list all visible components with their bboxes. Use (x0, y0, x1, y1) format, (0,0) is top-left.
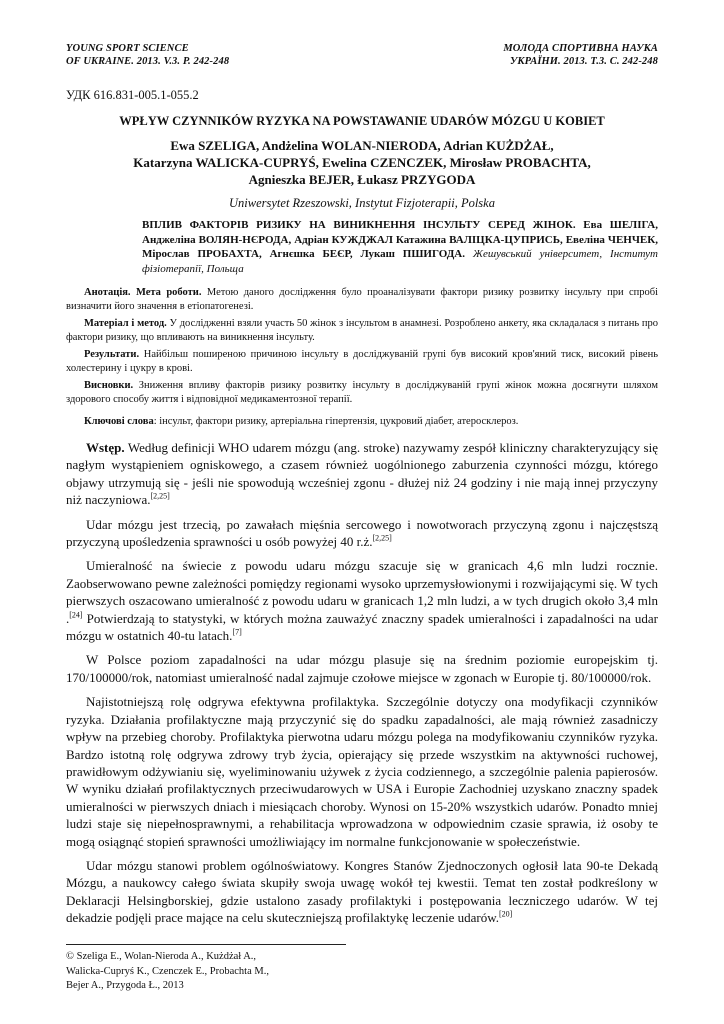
udk-code: УДК 616.831-005.1-055.2 (66, 88, 199, 102)
abstract-methods (66, 317, 658, 345)
paragraph-text: Potwierdzają to statystyki, w których można zauważyć znaczny spadek umieralności i zapadalności na udar mózgu w ostatnich 40-tu latach. (66, 610, 658, 644)
abstract-conclusions-label: Висновки. (84, 380, 134, 391)
running-head-right (503, 42, 658, 68)
footnote-line: Bejer A., Przygoda Ł., 2013 (66, 980, 184, 991)
paragraph-text: W Polsce poziom zapadalności na udar mózgu plasuje się na średnim poziomie europejskim tj. 170/100000/rok, natomiast umieralność nadal zajmuje czołowe miejsce w zgonach w Europie tj. 80/100000/rok. (66, 652, 658, 685)
article-body (66, 439, 658, 927)
running-head (66, 42, 658, 68)
abstract-aim (66, 286, 658, 314)
abstract-aim-label: Анотація. Мета роботи. (84, 287, 202, 298)
keywords (84, 415, 658, 429)
running-head-left (66, 42, 229, 68)
body-paragraph (66, 693, 658, 850)
abstract-results-text: Найбільш поширеною причиною інсульту в досліджуваній групі був високий кров'яний тиск, високий рівень холестерину і цукру в крові. (66, 349, 658, 374)
affiliation: Uniwersytet Rzeszowski, Instytut Fizjoterapii, Polska (229, 196, 495, 210)
abstract-methods-text: У дослідженні взяли участь 50 жінок з інсультом в анамнезі. Розроблено анкету, яка складалася з питань про фактори ризику, що впливають на виникнення інсульту. (66, 318, 658, 343)
section-lead: Wstęp. (86, 440, 125, 455)
author-line: Katarzyna WALICKA-CUPRYŚ, Ewelina CZENCZEK, Mirosław PROBACHTA, (133, 155, 591, 170)
footnote-line: Walicka-Cupryś K., Czenczek E., Probachta M., (66, 965, 269, 977)
paragraph-text: Udar mózgu stanowi problem ogólnoświatowy. Kongres Stanów Zjednoczonych ogłosił lata 90-te Dekadą Mózgu, a naukowcy całego świata skupiły swoja uwagę wokół tej kwestii. Temat ten został podkreślony w Deklaracji Helsingborskiej, gdzie ustalono zasady profilaktyki i postępowania leczniczego udarów. W tej dekadzie podjęli prace mające na celu skuteczniejszą profilaktykę leczenie udarów. (66, 857, 658, 926)
paper-title: WPŁYW CZYNNIKÓW RYZYKA NA POWSTAWANIE UDARÓW MÓZGU U KOBIET (119, 114, 605, 128)
abstract (66, 286, 658, 407)
citation-ref: [2,25] (372, 533, 392, 543)
footnote-line: © Szeliga E., Wolan-Nieroda A., Kużdżał A., (66, 951, 257, 962)
paragraph-text: Udar mózgu jest trzecią, po zawałach mięśnia sercowego i nowotworach przyczyną zgonu i najczęstszą przyczyną upośledzenia sprawności u osób powyżej 40 r.ż. (66, 516, 658, 550)
ukrainian-title-authors: ВПЛИВ ФАКТОРІВ РИЗИКУ НА ВИНИКНЕННЯ ІНСУЛЬТУ СЕРЕД ЖІНОК. Ева ШЕЛІГА, Анджеліна ВОЛЯН-НЄРОДА, Адріан КУЖДЖАЛ Катажина ВАЛІЦКА-ЦУПРИСЬ, Евеліна ЧЕНЧЕК, Міроcлав ПРОБАХТА, Агнєшка БЕЄР, Лукаш ПШИГОДА. (142, 219, 658, 260)
paragraph-text: Najistotniejszą rolę odgrywa efektywna profilaktyka. Szczególnie dotyczy ona modyfikacji czynników ryzyka. Działania profilaktyczne mają przyczynić się do spadku zapadalności, ale mają również zasadniczy wpływ na przebieg choroby. Profilaktyka pierwotna udaru mózgu polega na modyfikowaniu czynników ryzyka. Bardzo istotną rolę odgrywa zdrowy tryb życia, opierający się przede wszystkim na aktywności ruchowej, prawidłowym odżywianiu się, wyeliminowaniu używek z życia codziennego, a szczególnie palenia papierosów. W wyniku działań profilaktycznych przeciwudarowych w USA i Europie Zachodniej uzyskano znaczny spadek umieralności w pierwszych dniach i miesiącach choroby. Wynosi on 15-20% wszystkich udarów. Ponadto mniej ludzi staje się niepełnosprawnymi, a rehabilitacja wprowadzona w odpowiednim czasie sprawia, iż osoby te mogą osiągnąć stopień sprawności umożliwiający im normalne funkcjonowanie w społeczeństwie. (66, 694, 658, 849)
ukrainian-affiliation: Жешувський університет, Інститут фізіотерапії, Польща (142, 248, 658, 275)
body-paragraph (66, 439, 658, 509)
author-list (66, 137, 658, 188)
author-line: Agnieszka BEJER, Łukasz PRZYGODA (248, 172, 476, 187)
journal-name-en: YOUNG SPORT SCIENCE (66, 43, 189, 54)
abstract-conclusions-text: Зниження впливу факторів ризику розвитку інсульту в досліджуваній групі жінок можна досягнути шляхом здорового способу життя і відповідної медикаментозної терапії. (66, 380, 658, 405)
paragraph-text: Umieralność na świecie z powodu udaru mózgu szacuje się w granicach 4,6 mln ludzi rocznie. Zaobserwowano pewne zależności pomiędzy regionami wysoko uprzemysłowionymi i rozwijającymi się. W tych pierwszych oszacowano umieralność z powodu udaru w granicach 1,2 mln ludzi, a w tych drugich około 3,4 mln . (66, 558, 658, 626)
journal-citation-en: OF UKRAINE. 2013. V.3. P. 242-248 (66, 56, 230, 67)
abstract-conclusions (66, 379, 658, 407)
paragraph-text: Według definicji WHO udarem mózgu (ang. stroke) nazywamy zespół kliniczny charakteryzujący się nagłym wystąpieniem ogniskowego, a czasem również uogólnionego zaburzenia czynności mózgu, którego objawy utrzymują się - jeśli nie spowodują wcześniej zgonu - dłużej niż 24 godziny i nie mają innej przyczyny niż naczyniowa. (66, 440, 658, 508)
body-paragraph (66, 557, 658, 644)
footnote-divider (66, 944, 346, 945)
citation-ref: [7] (232, 627, 242, 637)
ukrainian-title-block (142, 218, 658, 276)
body-paragraph (66, 857, 658, 927)
keywords-text: : інсульт, фактори ризику, артеріальна гіпертензія, цукровий діабет, атеросклероз. (153, 416, 519, 427)
abstract-results-label: Результати. (84, 349, 140, 360)
body-paragraph (66, 516, 658, 551)
citation-ref: [20] (499, 909, 513, 919)
abstract-results (66, 348, 658, 376)
citation-ref: [2,25] (150, 491, 170, 501)
keywords-label: Ключові слова (84, 416, 154, 427)
copyright-footnote (66, 950, 269, 994)
citation-ref: [24] (69, 610, 83, 620)
journal-name-ua: МОЛОДА СПОРТИВНА НАУКА (503, 43, 658, 54)
body-paragraph (66, 651, 658, 686)
abstract-methods-label: Матеріал і метод. (84, 318, 167, 329)
author-line: Ewa SZELIGA, Andżelina WOLAN-NIERODA, Adrian KUŻDŻAŁ, (170, 138, 554, 153)
abstract-aim-text: Метою даного дослідження було проаналізувати фактори ризику розвитку інсульту при спробі визначити його значення в етіопатогенезі. (66, 287, 659, 312)
journal-citation-ua: УКРАЇНИ. 2013. Т.3. С. 242-248 (510, 56, 658, 67)
